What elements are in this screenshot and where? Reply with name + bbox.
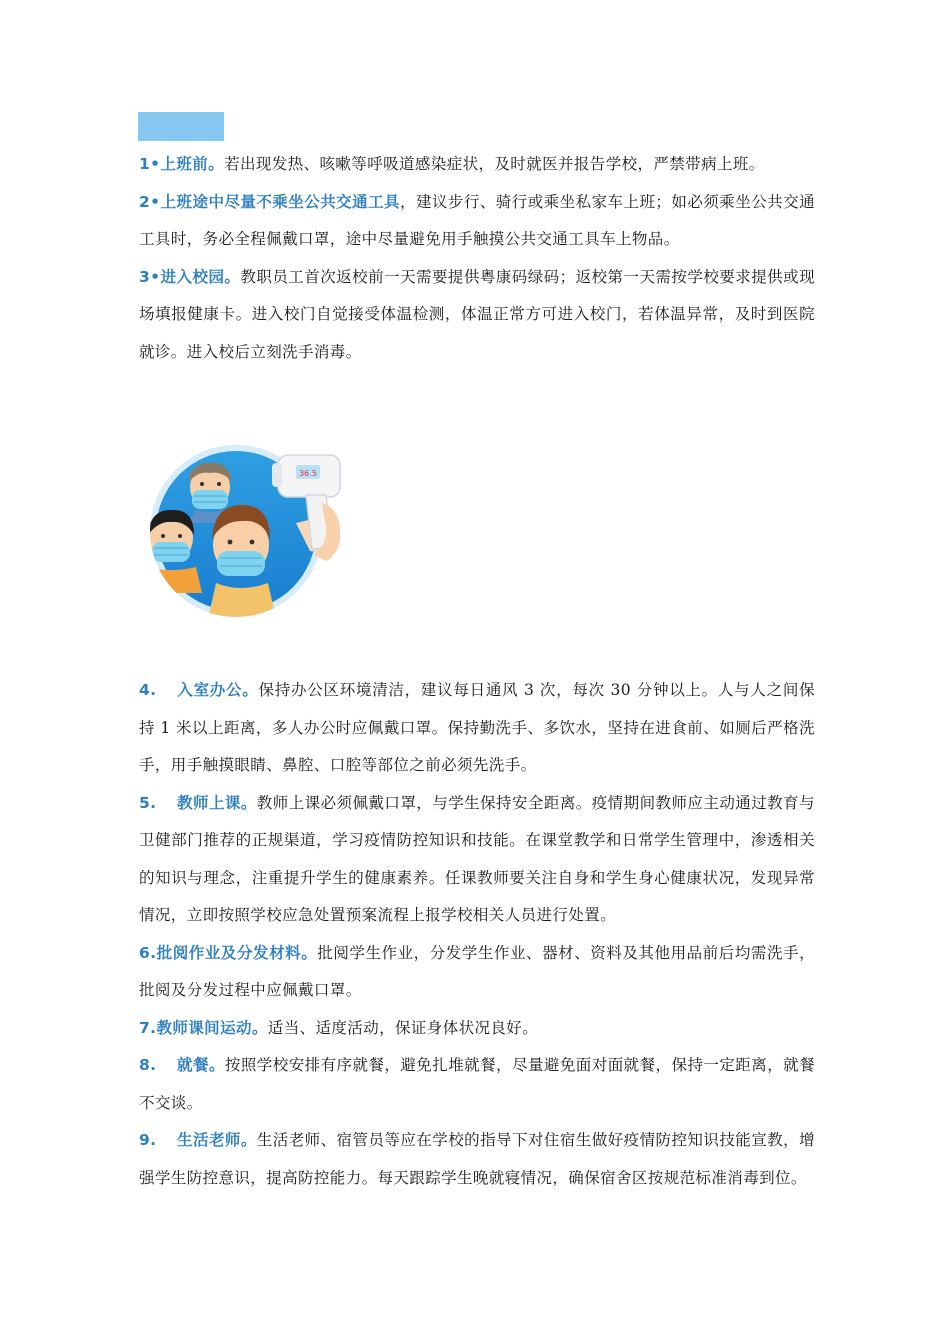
item-number: 7. — [139, 1018, 157, 1037]
list-item — [139, 259, 815, 372]
item-number: 8. — [139, 1056, 157, 1074]
item-number: 2• — [139, 192, 161, 211]
item-number: 4. — [139, 681, 157, 699]
item-heading: 进入校园。 — [160, 267, 241, 286]
item-text: 适当、适度活动，保证身体状况良好。 — [267, 1018, 539, 1037]
item-heading: 入室办公。 — [177, 681, 259, 699]
item-number: 9. — [139, 1131, 157, 1149]
item-text: 若出现发热、咳嗽等呼吸道感染症状，及时就医并报告学校，严禁带病上班。 — [224, 155, 765, 173]
thermometer-readout: 36.5 — [299, 469, 317, 478]
item-text: 按照学校安排有序就餐，避免扎堆就餐，尽量避免面对面就餐，保持一定距离，就餐不交谈。 — [139, 1056, 815, 1112]
list-item — [139, 1047, 815, 1122]
item-text: 保持办公区环境清洁，建议每日通风 3 次，每次 30 分钟以上。人与人之间保持 1 米以上距离，多人办公时应佩戴口罩。保持勤洗手、多饮水，坚持在进食前、如厕后严格洗手，用手触摸眼睛、鼻腔、口腔等部位之前必须先洗手。 — [139, 681, 815, 774]
list-item — [139, 1122, 815, 1197]
item-number: 5. — [139, 793, 157, 812]
item-text: ，建议步行、骑行或乘坐私家车上班；如必须乘坐公共交通工具时，务必全程佩戴口罩，途中尽量避免用手触摸公共交通工具车上物品。 — [139, 192, 815, 248]
top-items-section — [139, 146, 815, 371]
item-heading: 就餐。 — [177, 1056, 225, 1074]
list-item — [139, 672, 815, 785]
list-item — [139, 146, 815, 184]
item-heading: 上班前。 — [160, 155, 225, 173]
item-number: 6. — [139, 943, 157, 962]
item-heading: 上班途中尽量不乘坐公共交通工具 — [160, 192, 401, 211]
item-text: 生活老师、宿管员等应在学校的指导下对住宿生做好疫情防控知识技能宣教，增强学生防控意识，提高防控能力。每天跟踪学生晚就寝情况，确保宿舍区按规范标准消毒到位。 — [139, 1131, 815, 1187]
bottom-items-section — [139, 672, 815, 1197]
temperature-check-masked-people-icon — [136, 443, 348, 619]
section-header-bar — [138, 112, 224, 141]
item-number: 1• — [139, 155, 161, 173]
list-item — [139, 1010, 815, 1048]
item-heading: 批阅作业及分发材料。 — [156, 943, 318, 962]
item-heading: 生活老师。 — [177, 1131, 257, 1149]
item-text: 批阅学生作业，分发学生作业、器材、资料及其他用品前后均需洗手，批阅及分发过程中应佩戴口罩。 — [139, 943, 815, 999]
item-number: 3• — [139, 267, 161, 286]
list-item — [139, 785, 815, 935]
list-item — [139, 935, 815, 1010]
item-text: 教师上课必须佩戴口罩，与学生保持安全距离。疫情期间教师应主动通过教育与卫健部门推荐的正规渠道，学习疫情防控知识和技能。在课堂教学和日常学生管理中，渗透相关的知识与理念，注重提升学生的健康素养。任课教师要关注自身和学生身心健康状况，发现异常情况，立即按照学校应急处置预案流程上报学校相关人员进行处置。 — [139, 793, 815, 924]
item-heading: 教师上课。 — [177, 793, 257, 812]
item-heading: 教师课间运动。 — [156, 1018, 268, 1037]
temperature-check-illustration — [136, 443, 348, 619]
list-item — [139, 184, 815, 259]
item-text: 教职员工首次返校前一天需要提供粤康码绿码；返校第一天需按学校要求提供或现场填报健康卡。进入校门自觉接受体温检测，体温正常方可进入校门，若体温异常，及时到医院就诊。进入校后立刻洗手消毒。 — [139, 267, 815, 361]
